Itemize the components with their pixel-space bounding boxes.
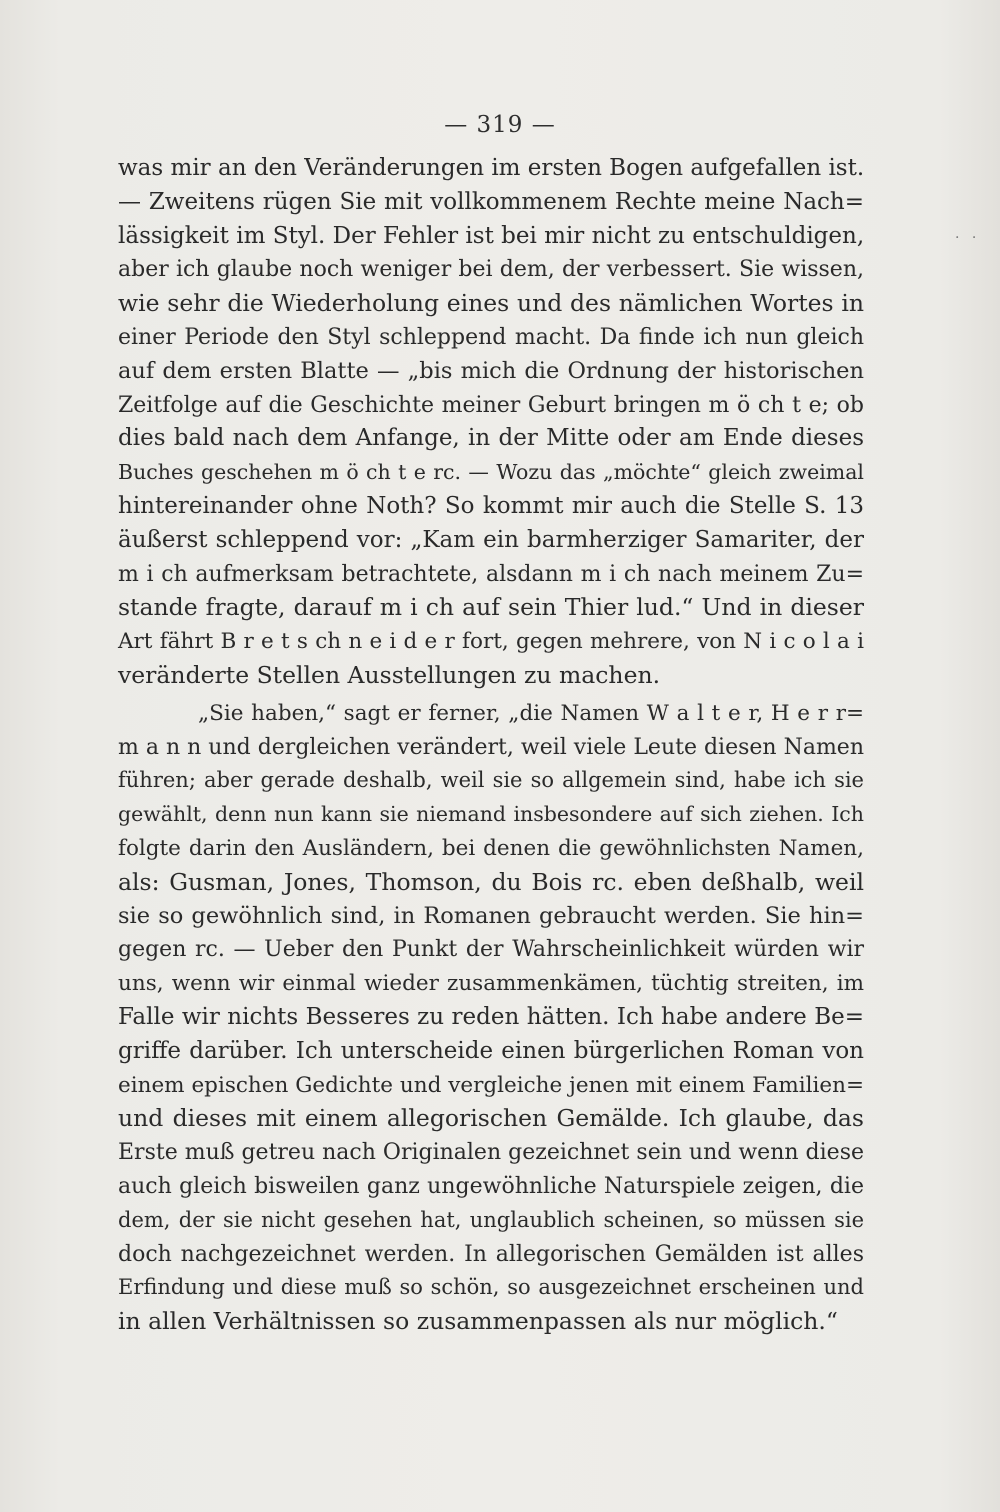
text-line: Erste muß getreu nach Originalen gezeichnet sein und wenn diese (118, 1140, 864, 1166)
text-line: was mir an den Veränderungen im ersten Bogen aufgefallen ist. (118, 155, 865, 181)
text-line: m i ch aufmerksam betrachtete, alsdann m i ch nach meinem Zu= (118, 561, 864, 587)
text-line: Erfindung und diese muß so schön, so ausgezeichnet erscheinen und (118, 1275, 864, 1300)
text-line: dies bald nach dem Anfange, in der Mitte oder am Ende dieses (118, 425, 864, 452)
text-line: dem, der sie nicht gesehen hat, unglaublich scheinen, so müssen sie (118, 1207, 864, 1232)
text-line: stande fragte, darauf m i ch auf sein Thier lud.“ Und in dieser (118, 593, 864, 622)
text-line: sie so gewöhnlich sind, in Romanen gebraucht werden. Sie hin= (118, 902, 864, 929)
text-line: — Zweitens rügen Sie mit vollkommenem Rechte meine Nach= (118, 188, 864, 215)
text-line: führen; aber gerade deshalb, weil sie so allgemein sind, habe ich sie (118, 768, 864, 793)
text-line: folgte darin den Ausländern, bei denen die gewöhnlichsten Namen, (118, 835, 864, 861)
paragraph-1 (118, 152, 864, 693)
text-line: Zeitfolge auf die Geschichte meiner Geburt bringen m ö ch t e; ob (118, 392, 864, 418)
text-line: wie sehr die Wiederholung eines und des nämlichen Wortes in (118, 289, 864, 318)
text-line: gewählt, denn nun kann sie niemand insbesondere auf sich ziehen. Ich (118, 802, 864, 827)
text-line: gegen rc. — Ueber den Punkt der Wahrscheinlichkeit würden wir (118, 937, 864, 963)
text-line: einer Periode den Styl schleppend macht. Da finde ich nun gleich (118, 324, 864, 350)
text-line: äußerst schleppend vor: „Kam ein barmherziger Samariter, der (118, 526, 864, 553)
text-line: „Sie haben,“ sagt er ferner, „die Namen W a l t e r, H e r r= (198, 700, 864, 726)
text-line: lässigkeit im Styl. Der Fehler ist bei mir nicht zu entschuldigen, (118, 222, 865, 249)
margin-mark: · · (955, 230, 981, 246)
text-line: Art fährt B r e t s ch n e i d e r fort, gegen mehrere, von N i c o l a i (118, 629, 864, 655)
text-line: und dieses mit einem allegorischen Gemälde. Ich glaube, das (118, 1104, 864, 1133)
text-line: m a n n und dergleichen verändert, weil viele Leute diesen Namen (118, 734, 864, 760)
text-line: einem epischen Gedichte und vergleiche jenen mit einem Familien= (118, 1072, 864, 1098)
text-line: veränderte Stellen Ausstellungen zu machen. (118, 660, 661, 689)
text-line: aber ich glaube noch weniger bei dem, der verbessert. Sie wissen, (118, 257, 864, 283)
text-line: uns, wenn wir einmal wieder zusammenkämen, tüchtig streiten, im (118, 971, 864, 997)
text-line: als: Gusman, Jones, Thomson, du Bois rc. eben deßhalb, weil (118, 867, 864, 896)
text-line: in allen Verhältnissen so zusammenpassen als nur möglich.“ (118, 1307, 838, 1336)
text-line: Falle wir nichts Besseres zu reden hätten. Ich habe andere Be= (118, 1003, 864, 1030)
paragraph-2 (118, 697, 864, 1339)
text-line: Buches geschehen m ö ch t e rc. — Wozu das „möchte“ gleich zweimal (118, 460, 864, 485)
text-line: doch nachgezeichnet werden. In allegorischen Gemälden ist alles (118, 1241, 864, 1267)
text-line: auch gleich bisweilen ganz ungewöhnliche Naturspiele zeigen, die (118, 1173, 864, 1199)
text-line: griffe darüber. Ich unterscheide einen bürgerlichen Roman von (118, 1037, 864, 1064)
page-number: — 319 — (444, 112, 556, 138)
text-line: auf dem ersten Blatte — „bis mich die Ordnung der historischen (118, 357, 864, 384)
text-line: hintereinander ohne Noth? So kommt mir auch die Stelle S. 13 (118, 492, 864, 519)
body-text (118, 152, 864, 1339)
